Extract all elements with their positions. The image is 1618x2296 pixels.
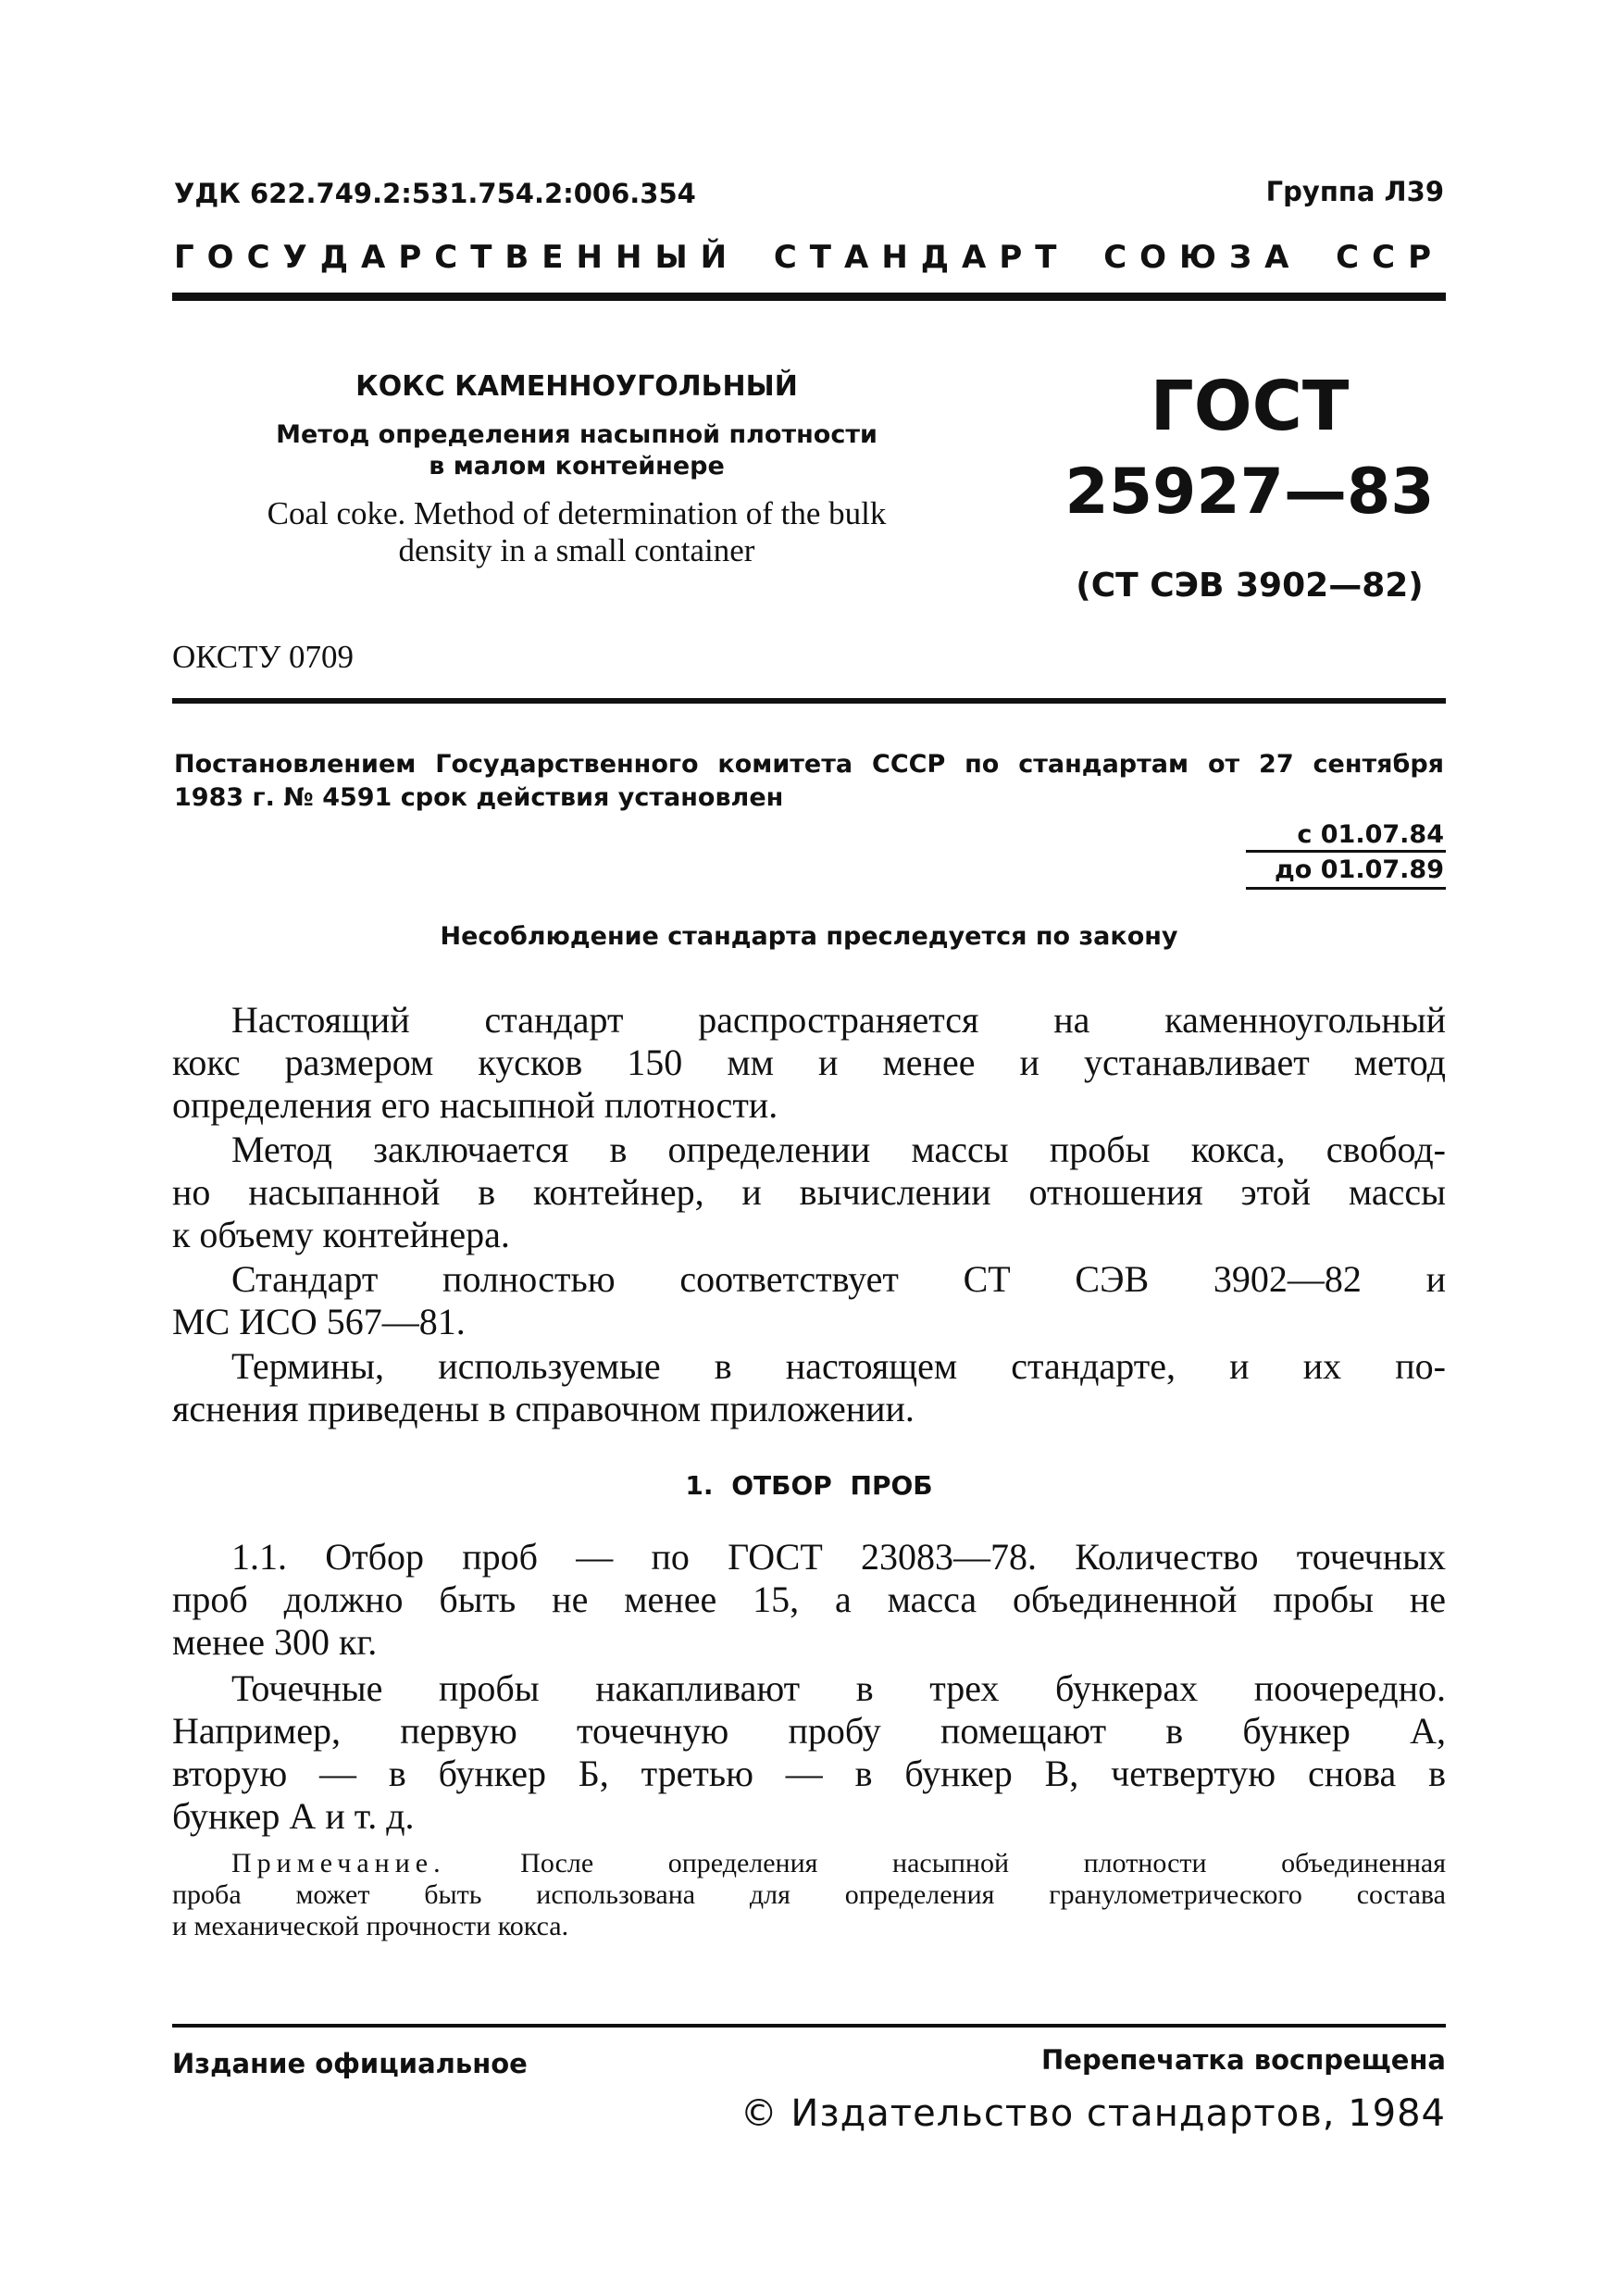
intro-p1-line-1: Настоящий стандарт распространяется на каменноугольный bbox=[231, 999, 1446, 1041]
gost-label: ГОСТ bbox=[1150, 367, 1350, 446]
note-line-1 bbox=[231, 1848, 1446, 1879]
s1-p1-line-2: проб должно быть не менее 15, а масса объединенной пробы не bbox=[172, 1578, 1446, 1620]
valid-to-underline bbox=[1246, 887, 1446, 890]
intro-p2-line-2: но насыпанной в контейнер, и вычислении отношения этой массы bbox=[172, 1171, 1446, 1213]
s1-p1-line-3: менее 300 кг. bbox=[172, 1621, 378, 1663]
footer-rule bbox=[172, 2024, 1446, 2028]
intro-p3-line-1: Стандарт полностью соответствует СТ СЭВ 3902—82 и bbox=[231, 1258, 1446, 1300]
intro-p2-line-3: к объему контейнера. bbox=[172, 1214, 510, 1255]
header-rule bbox=[172, 293, 1446, 301]
s1-p2-line-1: Точечные пробы накапливают в трех бункерах поочередно. bbox=[231, 1667, 1446, 1709]
section-1-heading: 1. ОТБОР ПРОБ bbox=[685, 1470, 933, 1501]
note-label: Примечание. bbox=[231, 1848, 446, 1878]
state-standard-banner: ГОСУДАРСТВЕННЫЙ СТАНДАРТ СОЮЗА ССР bbox=[174, 239, 1444, 276]
s1-p2-line-4: бункер А и т. д. bbox=[172, 1795, 415, 1837]
copyright: © Издательство стандартов, 1984 bbox=[740, 2092, 1446, 2135]
method-title-line-2: в малом контейнере bbox=[429, 452, 725, 480]
valid-from-date: с 01.07.84 bbox=[1297, 820, 1444, 849]
note-line-2: проба может быть использована для определения гранулометрического состава bbox=[172, 1879, 1446, 1910]
reprint-prohibited: Перепечатка воспрещена bbox=[1041, 2044, 1446, 2076]
s1-p2-line-3: вторую — в бункер Б, третью — в бункер В, четвертую снова в bbox=[172, 1753, 1446, 1794]
st-sev-designation: (СТ СЭВ 3902—82) bbox=[1076, 567, 1424, 605]
intro-p4-line-2: яснения приведены в справочном приложении. bbox=[172, 1388, 915, 1429]
s1-p1-line-1: 1.1. Отбор проб — по ГОСТ 23083—78. Количество точечных bbox=[231, 1536, 1446, 1578]
title-rule bbox=[172, 698, 1446, 704]
udk-code: УДК 622.749.2:531.754.2:006.354 bbox=[174, 178, 696, 209]
decree-line-1: Постановлением Государственного комитета СССР по стандартам от 27 сентября bbox=[174, 750, 1444, 779]
legal-warning: Несоблюдение стандарта преследуется по закону bbox=[440, 922, 1178, 951]
intro-p2-line-1: Метод заключается в определении массы пробы кокса, свобод- bbox=[231, 1129, 1446, 1170]
okstu-code: ОКСТУ 0709 bbox=[172, 639, 355, 675]
intro-p1-line-2: кокс размером кусков 150 мм и менее и устанавливает метод bbox=[172, 1042, 1446, 1083]
product-title: КОКС КАМЕННОУГОЛЬНЫЙ bbox=[355, 370, 798, 403]
intro-p3-line-2: МС ИСО 567—81. bbox=[172, 1301, 466, 1342]
method-title-line-1: Метод определения насыпной плотности bbox=[276, 420, 877, 449]
english-title-line-2: density in a small container bbox=[398, 532, 755, 568]
english-title-line-1: Coal coke. Method of determination of the bulk bbox=[267, 495, 887, 531]
official-edition: Издание официальное bbox=[172, 2048, 528, 2079]
intro-p4-line-1: Термины, используемые в настоящем стандарте, и их по- bbox=[231, 1345, 1446, 1387]
gost-number: 25927—83 bbox=[1064, 455, 1435, 529]
valid-to-date: до 01.07.89 bbox=[1275, 855, 1444, 884]
note-text-1: После определения насыпной плотности объединенная bbox=[445, 1848, 1446, 1878]
group-code: Группа Л39 bbox=[1265, 176, 1444, 207]
decree-line-2: 1983 г. № 4591 срок действия установлен bbox=[174, 783, 784, 812]
note-line-3: и механической прочности кокса. bbox=[172, 1911, 569, 1941]
s1-p2-line-2: Например, первую точечную пробу помещают в бункер А, bbox=[172, 1710, 1446, 1752]
intro-p1-line-3: определения его насыпной плотности. bbox=[172, 1084, 778, 1126]
valid-from-underline bbox=[1246, 850, 1446, 853]
